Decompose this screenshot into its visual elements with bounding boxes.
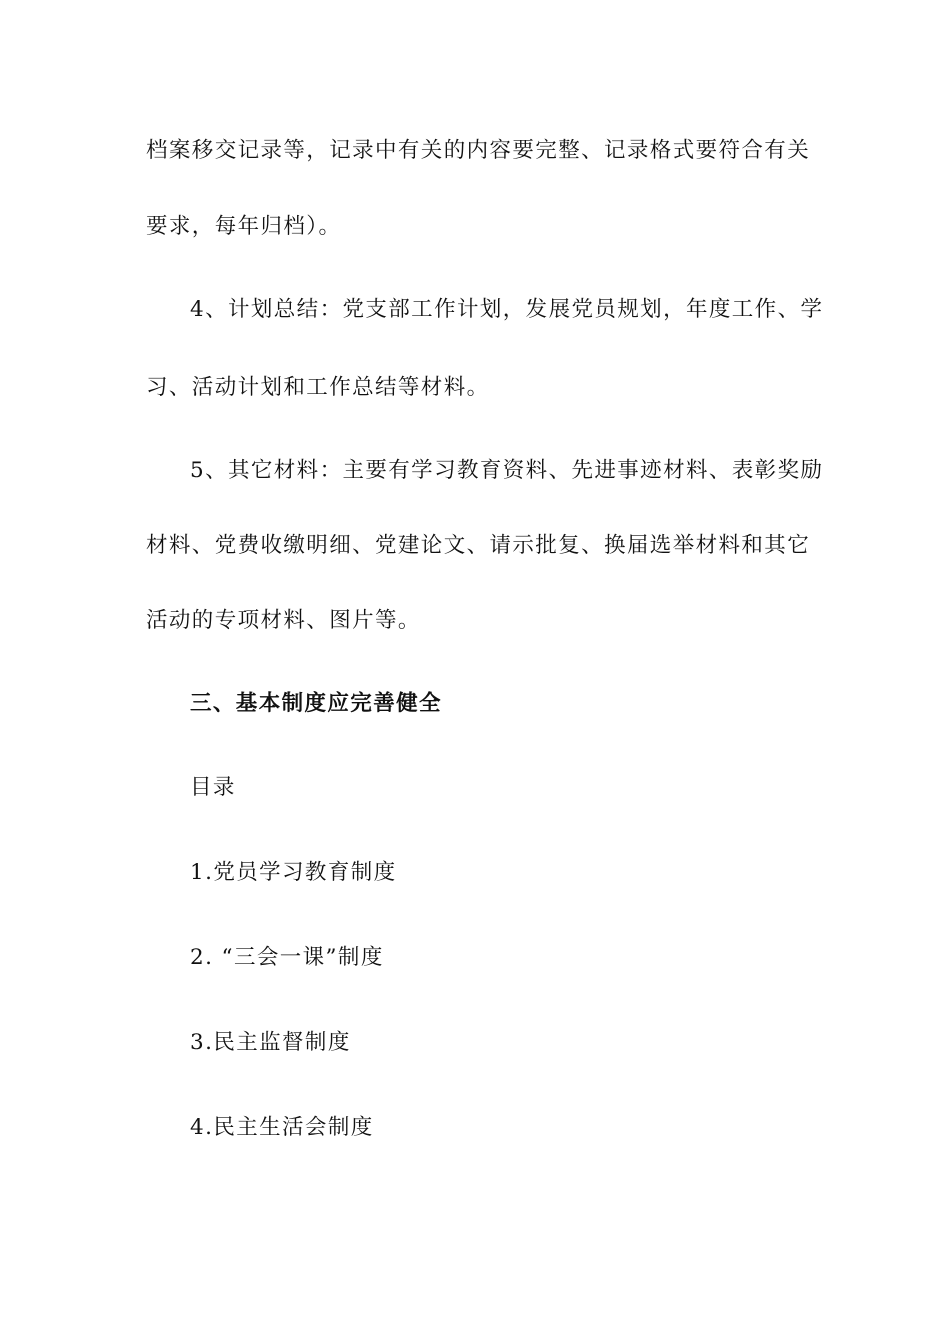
toc-item-3: 3.民主监督制度 — [190, 1030, 351, 1055]
toc-item-4: 4.民主生活会制度 — [190, 1115, 374, 1140]
paragraph-line-1: 档案移交记录等，记录中有关的内容要完整、记录格式要符合有关 — [146, 138, 811, 163]
toc-item-1: 1.党员学习教育制度 — [190, 860, 397, 885]
toc-item-2: 2. “三会一课”制度 — [190, 945, 384, 970]
other-materials-line-2: 材料、党费收缴明细、党建论文、请示批复、换届选举材料和其它 — [146, 533, 811, 558]
other-materials-line-1: 5、其它材料：主要有学习教育资料、先进事迹材料、表彰奖励 — [190, 458, 824, 483]
paragraph-line-2: 要求，每年归档）。 — [146, 214, 342, 239]
plan-summary-line-1: 4、计划总结：党支部工作计划，发展党员规划，年度工作、学 — [190, 297, 824, 322]
toc-title: 目录 — [190, 775, 236, 800]
other-materials-line-3: 活动的专项材料、图片等。 — [146, 608, 421, 633]
section-heading: 三、基本制度应完善健全 — [190, 691, 442, 716]
plan-summary-line-2: 习、活动计划和工作总结等材料。 — [146, 375, 490, 400]
